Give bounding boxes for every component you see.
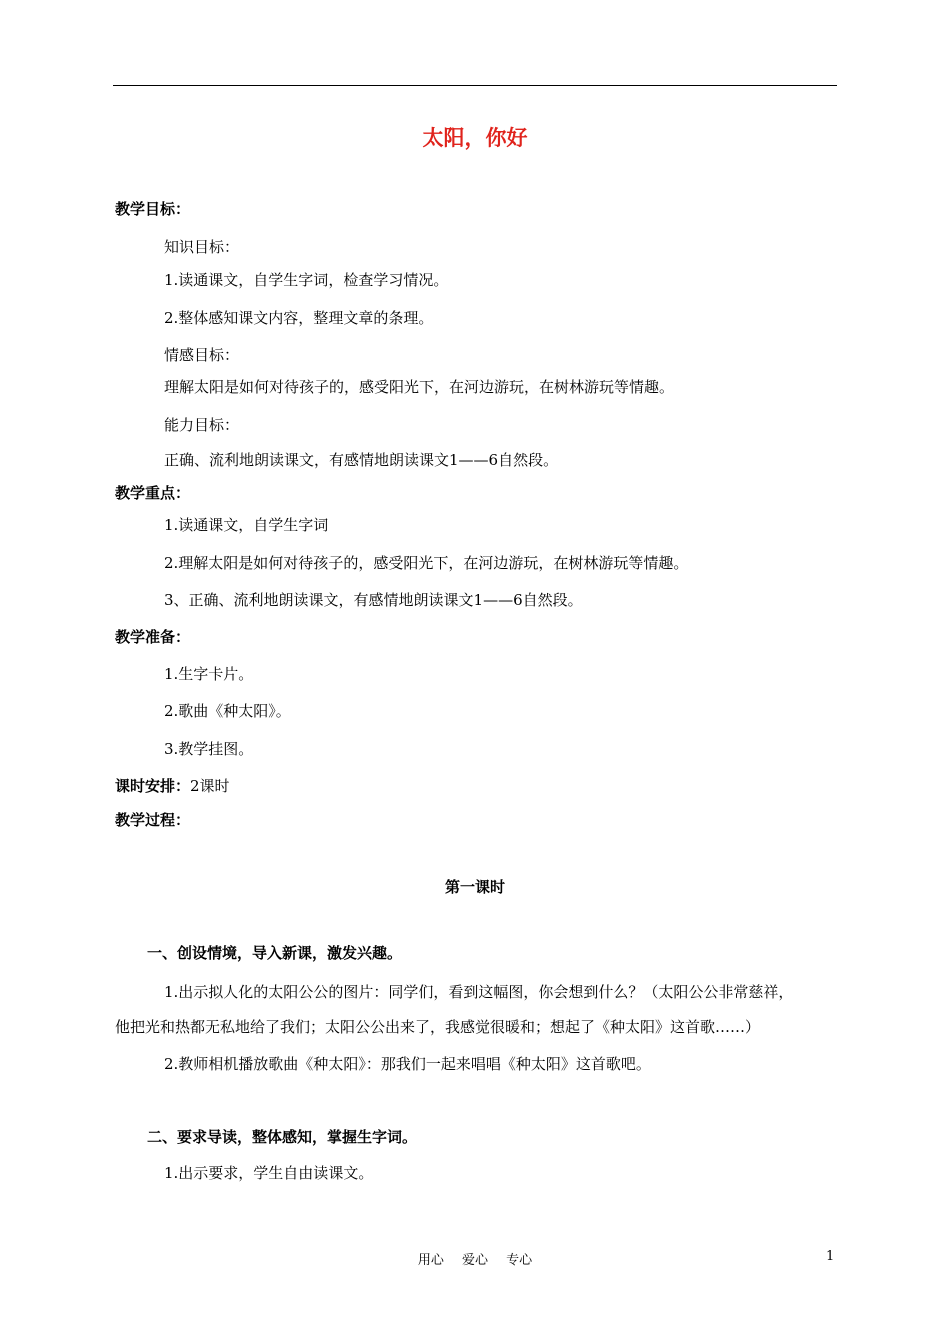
subheading-ability-goals: 能力目标： bbox=[164, 416, 240, 434]
page-title: 太阳，你好 bbox=[422, 125, 528, 150]
heading-teaching-goals: 教学目标： bbox=[115, 200, 191, 218]
footer-motto: 用心 爱心 专心 bbox=[417, 1253, 533, 1268]
paragraph: 2.教师相机播放歌曲《种太阳》：那我们一起来唱唱《种太阳》这首歌吧。 bbox=[164, 1055, 651, 1073]
paragraph: 3.教学挂图。 bbox=[164, 740, 254, 758]
paragraph: 1.读通课文，自学生字词 bbox=[164, 516, 329, 534]
heading-preparation: 教学准备： bbox=[115, 628, 191, 646]
paragraph: 2.理解太阳是如何对待孩子的，感受阳光下，在河边游玩，在树林游玩等情趣。 bbox=[164, 554, 689, 572]
paragraph: 他把光和热都无私地给了我们；太阳公公出来了，我感觉很暖和；想起了《种太阳》这首歌……） bbox=[115, 1018, 761, 1036]
step-heading-1: 一、创设情境，导入新课，激发兴趣。 bbox=[147, 944, 403, 962]
heading-process: 教学过程： bbox=[115, 811, 191, 829]
heading-schedule: 课时安排： bbox=[115, 777, 191, 795]
paragraph: 1.读通课文，自学生字词，检查学习情况。 bbox=[164, 271, 449, 289]
schedule-line bbox=[115, 776, 230, 796]
subheading-emotion-goals: 情感目标： bbox=[164, 346, 240, 364]
heading-key-points: 教学重点： bbox=[115, 484, 191, 502]
paragraph: 2.歌曲《种太阳》。 bbox=[164, 702, 291, 720]
paragraph: 正确、流利地朗读课文，有感情地朗读课文1——6自然段。 bbox=[164, 451, 559, 469]
section-first-lesson: 第一课时 bbox=[444, 878, 505, 896]
header-rule bbox=[113, 85, 837, 86]
page-number: 1 bbox=[826, 1249, 835, 1264]
subheading-knowledge-goals: 知识目标： bbox=[164, 238, 240, 256]
schedule-value: 2课时 bbox=[190, 777, 230, 795]
step-heading-2: 二、要求导读，整体感知，掌握生字词。 bbox=[147, 1128, 418, 1146]
paragraph: 1.生字卡片。 bbox=[164, 665, 254, 683]
paragraph: 3、正确、流利地朗读课文，有感情地朗读课文1——6自然段。 bbox=[164, 591, 583, 609]
paragraph: 1.出示要求，学生自由读课文。 bbox=[164, 1164, 374, 1182]
paragraph: 1.出示拟人化的太阳公公的图片：同学们，看到这幅图，你会想到什么？（太阳公公非常慈祥， bbox=[164, 983, 794, 1001]
paragraph: 2.整体感知课文内容，整理文章的条理。 bbox=[164, 309, 434, 327]
paragraph: 理解太阳是如何对待孩子的，感受阳光下，在河边游玩，在树林游玩等情趣。 bbox=[164, 378, 675, 396]
